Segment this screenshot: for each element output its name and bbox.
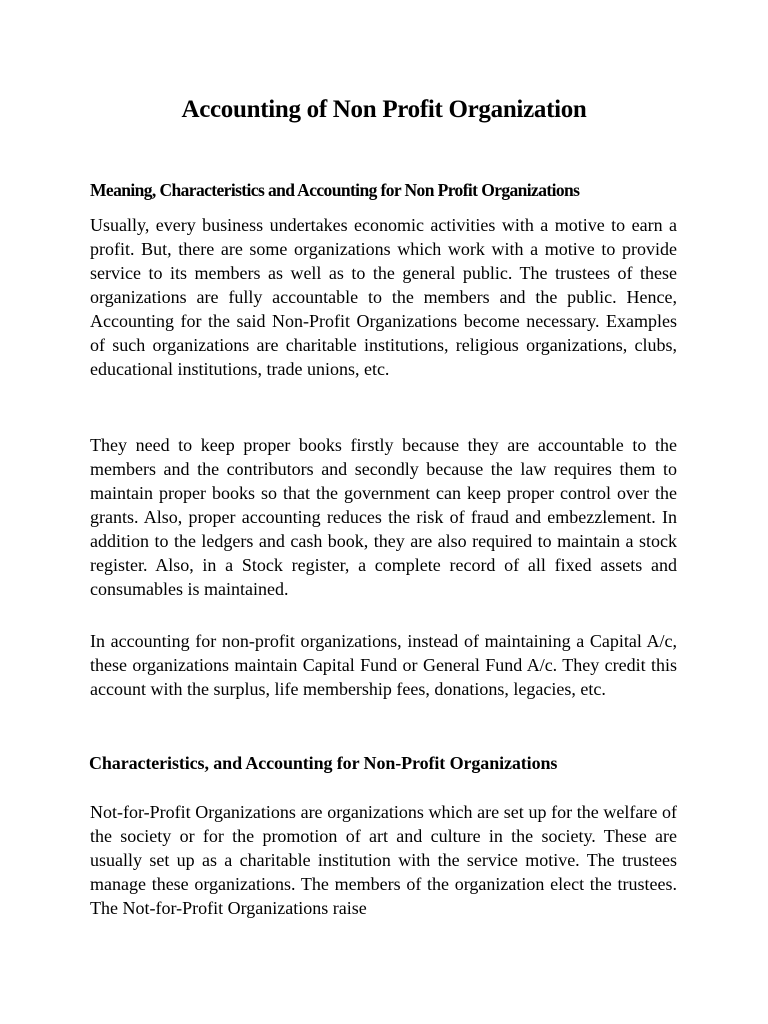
- paragraph-not-for-profit: Not-for-Profit Organizations are organizations which are set up for the welfare of the society or for the promotion of art and culture in the society. These are usually set up as a charitable institution with the service motive. The trustees manage these organizations. The members of the organization elect the trustees. The Not-for-Profit Organizations raise: [90, 802, 677, 918]
- section-heading-meaning: Meaning, Characteristics and Accounting for Non Profit Organizations: [90, 180, 580, 200]
- paragraph-books: They need to keep proper books firstly because they are accountable to the members and the contributors and secondly because the law requires them to maintain proper books so that the government can keep proper control over the grants. Also, proper accounting reduces the risk of fraud and embezzlement. In addition to the ledgers and cash book, they are also required to maintain a stock register. Also, in a Stock register, a complete record of all fixed assets and consumables is maintained.: [90, 435, 677, 599]
- document-title: Accounting of Non Profit Organization: [181, 96, 587, 123]
- paragraph-intro: Usually, every business undertakes economic activities with a motive to earn a profit. But, there are some organizations which work with a motive to provide service to its members as well as to the general public. The trustees of these organizations are fully accountable to the members and the public. Hence, Accounting for the said Non-Profit Organizations become necessary. Examples of such organizations are charitable institutions, religious organizations, clubs, educational institutions, trade unions, etc.: [90, 215, 677, 379]
- paragraph-capital-fund: In accounting for non-profit organizations, instead of maintaining a Capital A/c, these organizations maintain Capital Fund or General Fund A/c. They credit this account with the surplus, life membership fees, donations, legacies, etc.: [90, 631, 677, 699]
- section-heading-characteristics: Characteristics, and Accounting for Non-Profit Organizations: [89, 753, 558, 773]
